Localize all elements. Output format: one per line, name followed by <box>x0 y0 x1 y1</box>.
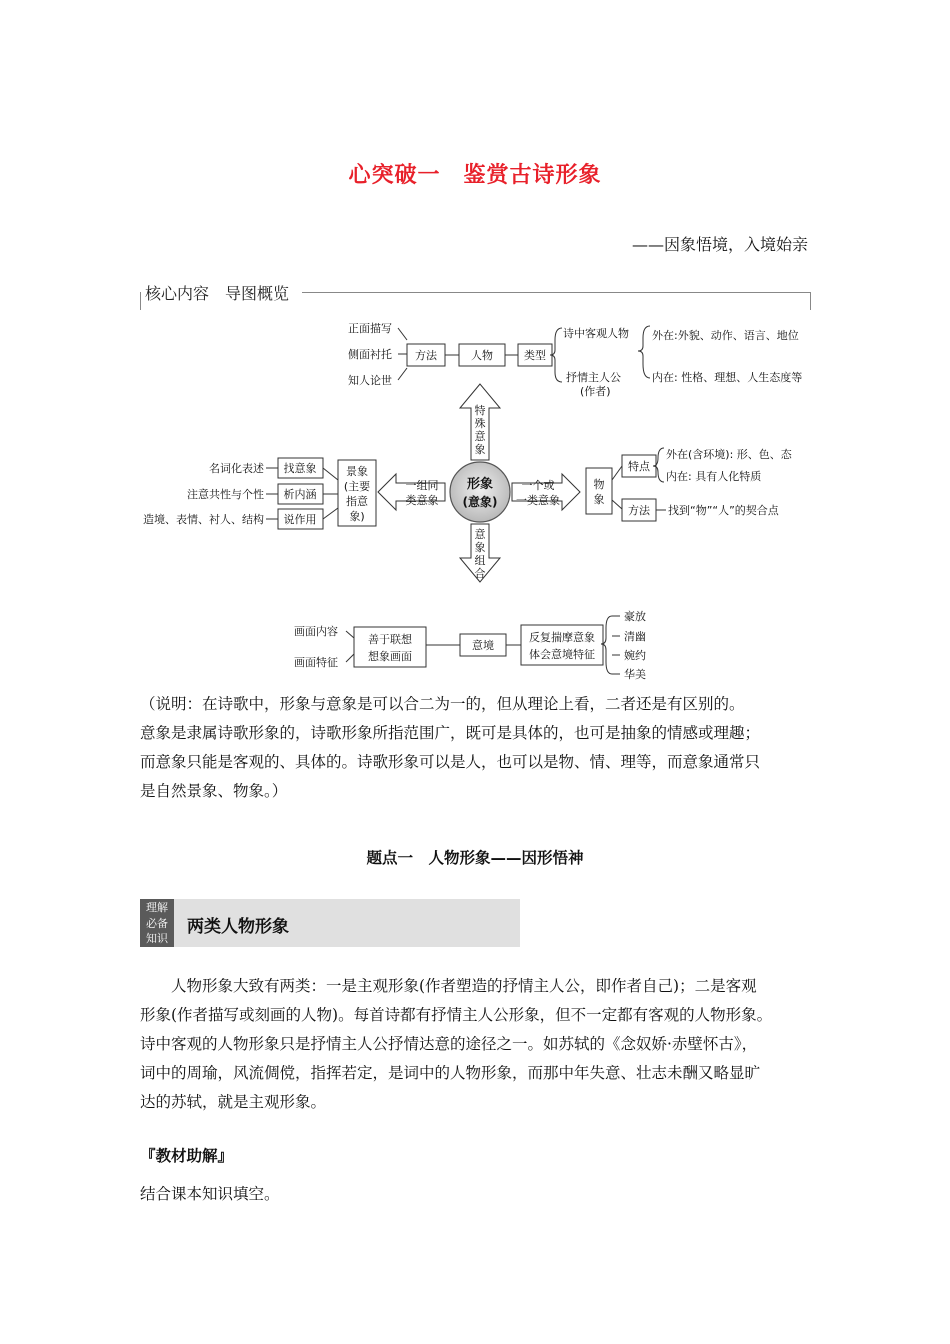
knowledge-badge <box>140 899 174 947</box>
type-box-label: 类型 <box>524 349 546 362</box>
body-paragraph <box>140 972 830 1117</box>
method2-text: 找到“物”“人”的契合点 <box>668 504 779 517</box>
left-label: 造境、表情、衬人、结构 <box>143 513 264 526</box>
body-line: 形象(作者描写或刻画的人物)。每首诗都有抒情主人公形象，但不一定都有客观的人物形象。 <box>140 1006 773 1024</box>
section-divider <box>302 292 810 293</box>
method2-box-label: 方法 <box>628 504 650 517</box>
technique-label: 知人论世 <box>348 374 392 387</box>
scene-box-line: 象) <box>349 510 365 523</box>
bottom-box3-line: 体会意境特征 <box>529 648 595 661</box>
explanation-note <box>140 690 830 806</box>
feature-item: 内在: 具有人化特质 <box>666 470 762 483</box>
style-item: 清幽 <box>624 630 646 643</box>
mind-map-diagram <box>140 300 820 685</box>
center-label-1: 形象 <box>466 477 494 492</box>
bottom-box1-line: 善于联想 <box>368 633 412 646</box>
page-title: 心突破一 鉴赏古诗形象 <box>348 163 602 188</box>
object-box-line: 象 <box>593 493 605 506</box>
arrow-down-char: 组 <box>474 554 486 567</box>
center-label-2: (意象) <box>462 495 498 509</box>
body-line: 诗中客观的人物形象只是抒情主人公抒情达意的途径之一。如苏轼的《念奴娇·赤壁怀古》， <box>140 1035 758 1053</box>
textbook-help-heading: 『教材助解』 <box>140 1147 234 1165</box>
method-box-label: 方法 <box>415 349 437 362</box>
inner-item: 内在: 性格、理想、人生态度等 <box>652 371 803 384</box>
left-box-label: 找意象 <box>283 462 317 475</box>
arrow-up-char: 殊 <box>474 417 486 430</box>
arrow-right-label: 一个或 <box>521 479 555 492</box>
left-label: 名词化表述 <box>209 462 264 475</box>
outer-item: 外在:外貌、动作、语言、地位 <box>652 329 799 342</box>
scene-box-line: 景象 <box>346 465 368 478</box>
arrow-down-char: 合 <box>474 567 486 580</box>
body-line: 人物形象大致有两类：一是主观形象(作者塑造的抒情主人公，即作者自己)；二是客观 <box>171 977 757 995</box>
style-item: 婉约 <box>624 649 646 662</box>
type-item: (作者) <box>580 385 611 398</box>
style-item: 豪放 <box>624 610 646 623</box>
bottom-box2-label: 意境 <box>472 639 494 652</box>
section-heading: 核心内容 导图概览 <box>145 284 290 303</box>
arrow-down-char: 意 <box>474 528 486 541</box>
bottom-box1-line: 想象画面 <box>368 650 412 663</box>
left-label: 注意共性与个性 <box>187 488 264 501</box>
technique-label: 侧面衬托 <box>348 348 392 361</box>
bottom-label: 画面特征 <box>294 656 338 669</box>
type-item: 诗中客观人物 <box>563 327 629 340</box>
bottom-box3-line: 反复揣摩意象 <box>529 631 595 644</box>
body-line: 词中的周瑜，风流倜傥，指挥若定，是词中的人物形象，而那中年失意、壮志未酬又略显旷 <box>140 1064 761 1082</box>
badge-line: 理解 <box>146 901 168 914</box>
technique-label: 正面描写 <box>348 322 392 335</box>
bottom-label: 画面内容 <box>294 625 338 638</box>
body-line: 达的苏轼，就是主观形象。 <box>140 1093 327 1111</box>
arrow-down-char: 象 <box>474 541 486 554</box>
textbook-help-text: 结合课本知识填空。 <box>140 1185 280 1203</box>
left-box-label: 说作用 <box>283 513 317 526</box>
feature-item: 外在(含环境): 形、色、态 <box>666 448 792 461</box>
style-item: 华美 <box>624 668 646 681</box>
person-box-label: 人物 <box>471 349 493 362</box>
left-box-label: 析内涵 <box>283 488 317 501</box>
object-box-line: 物 <box>593 478 605 491</box>
arrow-left-label: 一组同 <box>405 479 439 492</box>
badge-line: 知识 <box>146 932 168 945</box>
scene-box-line: 指意 <box>346 495 368 508</box>
arrow-left-label: 类意象 <box>405 494 439 507</box>
arrow-up-char: 意 <box>474 430 486 443</box>
note-line: 意象是隶属诗歌形象的，诗歌形象所指范围广，既可是具体的，也可是抽象的情感或理趣； <box>140 724 761 742</box>
feature-box-label: 特点 <box>628 460 650 473</box>
type-item: 抒情主人公 <box>566 371 621 384</box>
arrow-up-char: 特 <box>474 404 486 417</box>
badge-line: 必备 <box>146 916 168 930</box>
arrow-up-char: 象 <box>474 443 486 456</box>
note-line: （说明：在诗歌中，形象与意象是可以合二为一的，但从理论上看，二者还是有区别的。 <box>140 695 745 713</box>
page-subtitle: ——因象悟境，入境始亲 <box>631 235 808 254</box>
arrow-right-label: 一类意象 <box>516 494 560 507</box>
scene-box-line: (主要 <box>343 480 371 493</box>
note-line: 而意象只能是客观的、具体的。诗歌形象可以是人，也可以是物、情、理等，而意象通常只 <box>140 753 761 771</box>
knowledge-title: 两类人物形象 <box>187 917 289 937</box>
note-line: 是自然景象、物象。） <box>140 782 288 800</box>
topic-heading: 题点一 人物形象——因形悟神 <box>366 849 584 867</box>
